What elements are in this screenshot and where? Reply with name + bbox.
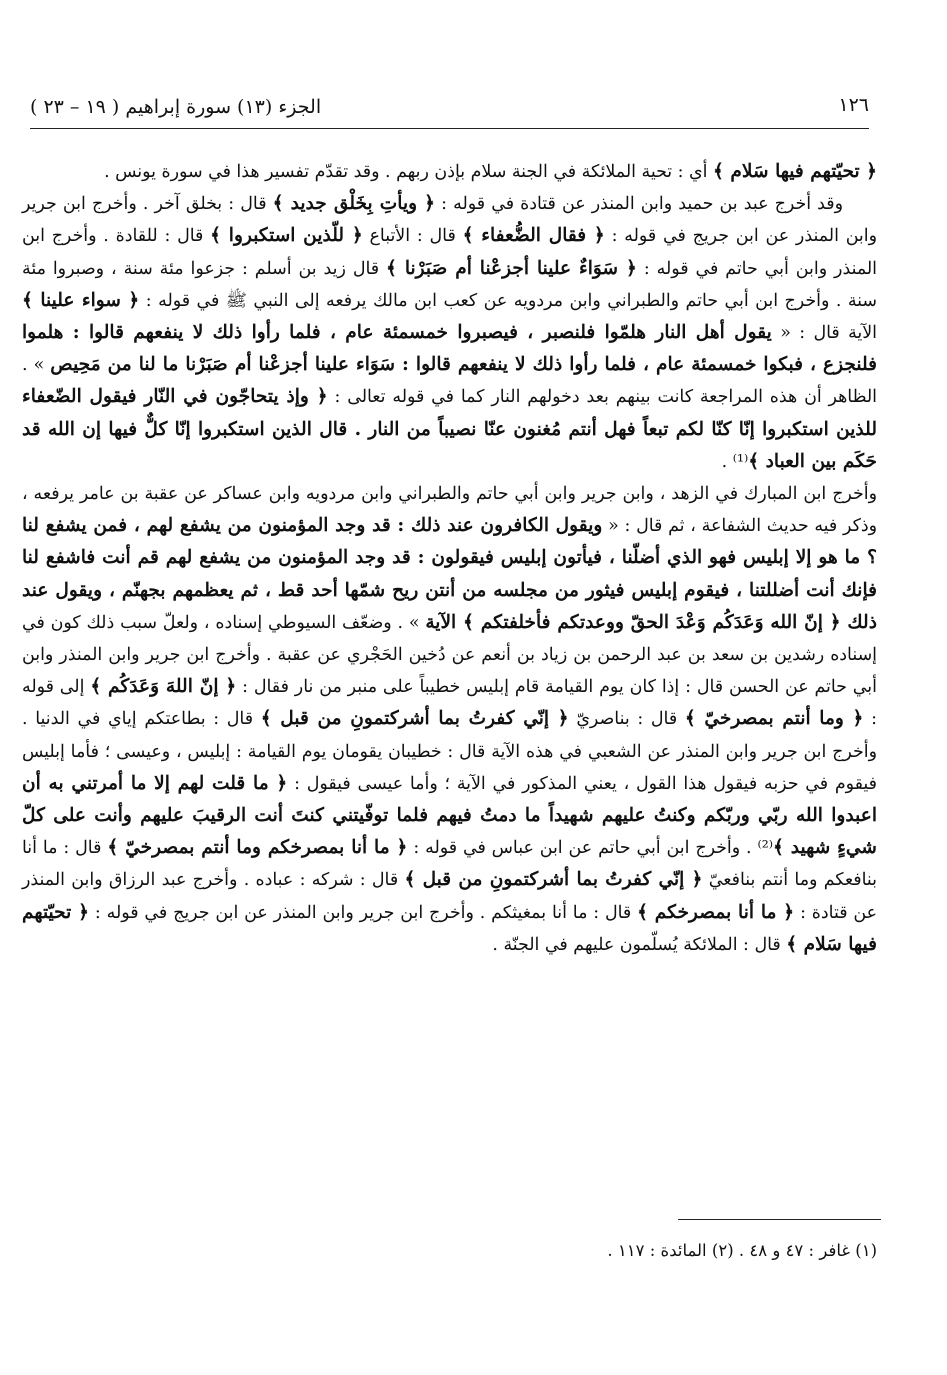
text-run: إلى قوله : [22,677,878,730]
text-run: وقد أخرج عبد بن حميد وابن المنذر عن قتادة في قوله : [435,194,843,215]
footnotes: (١) غافر : ٤٧ و ٤٨ . (٢) المائدة : ١١٧ . [607,1241,877,1260]
quoted-text: يقول أهل النار هلمّوا فلنصبر ، فيصبروا خمسمئة عام ، فلما رأوا ذلك لا ينفعهم قالوا : هلموا فلنجزع ، فبكوا خمسمئة عام ، فلما رأوا ذلك لا ينفعهم قالوا : سَوَاء علينا أجزعْنا أم صَبَرْنا ما لنا من مَحِيص [22,322,877,376]
text-run: وأخرج ابن المبارك في الزهد ، وابن جرير وابن أبي حاتم والطبراني وابن مردويه وابن عساكر عن عقبة بن عامر يرفعه ، وذكر فيه حديث الشفاعة ، ثم قال : « [22,484,877,537]
quoted-text: ﴿ تحيّتهم فيها سَلام ﴾ [22,901,877,955]
body-text [22,156,877,961]
quoted-text: ﴿ للّذين استكبروا ﴾ [210,225,363,247]
text-run: » . الظاهر أن هذه المراجعة كانت بينهم بعد دخولهم النار كما في قوله تعالى : [22,355,877,408]
text-run: قال : الأتباع [362,226,463,247]
quoted-text: ﴿ إنّي كفرتُ بما أشركتمونِ من قبل ﴾ [404,869,703,891]
quoted-text: ﴿ وما أنتم بمصرخيّ ﴾ [684,708,864,730]
quoted-text: ﴿ ما قلت لهم إلا ما أمرتني به أن اعبدوا الله ربّي وربّكم وكنتُ عليهم شهيداً ما دمتُ فيهم فلما توفّيتني كنتَ أنت الرقيبَ عليهم وأنت على كلّ شيءٍ شهيد ﴾ [22,772,877,859]
page-number: ١٢٦ [838,94,869,116]
running-title: الجزء (١٣) سورة إبراهيم ( ١٩ – ٢٣ ) [30,96,322,118]
text-run: الآية قال : « [771,323,877,344]
text-run: قال : ما أنا بمغيثكم . وأخرج ابن جرير وابن المنذر عن ابن جريج في قوله : [89,902,638,923]
text-run: قال زيد بن أسلم : جزعوا مئة سنة ، وصبروا مئة سنة . وأخرج ابن أبي حاتم والطبراني وابن مردويه عن كعب ابن مالك يرفعه إلى النبي ﷺ في قوله : [22,258,877,311]
text-run: قال : بخلق آخر . وأخرج ابن جرير وابن المنذر عن ابن جريج في قوله : [22,194,878,247]
text-run: قال : بطاعتكم إياي في الدنيا . وأخرج ابن جرير وابن المنذر عن الشعبي في هذه الآية قال : خطيبان يقومان يوم القيامة : إبليس ، وعيسى ؛ فأما إبليس فيقوم في حزبه فيقول هذا القول ، يعني المذكور في الآية ؛ وأما عيسى فيقول : [22,709,877,794]
text-run: ⁽²⁾ . وأخرج ابن أبي حاتم عن ابن عباس في قوله : [407,838,774,859]
quoted-text: ﴿ سَوَاءٌ علينا أجزعْنا أم صَبَرْنا ﴾ [386,257,637,279]
quoted-text: ﴿ سواء علينا ﴾ [22,289,140,311]
page-header [30,92,869,128]
text-run: قال : للقادة . وأخرج ابن المنذر وابن أبي حاتم في قوله : [22,226,878,279]
quoted-text: ﴿ تحيّتهم فيها سَلام ﴾ [713,161,877,182]
quoted-text: ﴿ فقال الضُّعفاء ﴾ [462,225,605,247]
text-run: قال : شركه : عباده . وأخرج عبد الرزاق وابن المنذر عن قتادة : [22,870,877,923]
paragraph-3 [22,478,877,961]
quoted-text: ﴿ وإذ يتحاجّون في النّار فيقول الضّعفاء للذين استكبروا إنّا كنّا لكم تبعاً فهل أنتم مُغنون عنّا نصيباً من النار . قال الذين استكبروا إنّا كلٌّ فيها إن الله قد حَكَم بين العباد ﴾ [22,386,877,472]
text-run: ⁽¹⁾ . [721,451,749,472]
text-run: قال : ما أنا بنافعكم وما أنتم بنافعيّ [22,838,877,891]
text-run: قال : الملائكة يُسلّمون عليهم في الجنّة . [492,934,787,955]
quoted-text: ﴿ ما أنا بمصرخكم ﴾ [637,901,795,923]
header-rule [30,128,869,129]
quoted-text: ﴿ ويأتِ بِخَلْق جديد ﴾ [272,193,436,215]
quoted-text: ﴿ إنّي كفرتُ بما أشركتمونِ من قبل ﴾ [260,708,569,730]
text-run: أي : تحية الملائكة في الجنة سلام بإذن ربهم . وقد تقدّم تفسير هذا في سورة يونس . [104,162,714,182]
quoted-text: ويقول الكافرون عند ذلك : قد وجد المؤمنون من يشفع لهم ، فمن يشفع لنا ؟ ما هو إلا إبليس فهو الذي أضلّنا ، فيأتون إبليس فيقولون : قد وجد المؤمنون من يشفع لهم قم أنت فاشفع لنا فإنك أنت أضللتنا ، فيقوم إبليس فيثور من مجلسه من أنتن ريح شمّها أحد قط ، ثم يعظمهم بجهنّم ، ويقول عند ذلك ﴿ إنّ الله وَعَدَكُم وَعْدَ الحقّ ووعدتكم فأخلفتكم ﴾ الآية [22,515,878,633]
quoted-text: ﴿ ما أنا بمصرخكم وما أنتم بمصرخيّ ﴾ [107,837,408,859]
quoted-text: ﴿ إنّ اللهَ وَعَدَكُم ﴾ [90,676,237,698]
text-run: » . وضعّف السيوطي إسناده ، ولعلّ سبب ذلك كون في إسناده رشدين بن سعد بن عبد الرحمن بن زياد بن أنعم عن دُخين الحَجْري عن عقبة . وأخرج ابن جرير وابن المنذر وابن أبي حاتم عن الحسن قال : إذا كان يوم القيامة قام إبليس خطيباً على منبر من نار فقال : [22,612,877,698]
text-run: قال : بناصريّ [568,709,685,730]
paragraph-1 [22,156,877,188]
paragraph-2 [22,188,877,478]
footnote-rule [678,1219,881,1220]
